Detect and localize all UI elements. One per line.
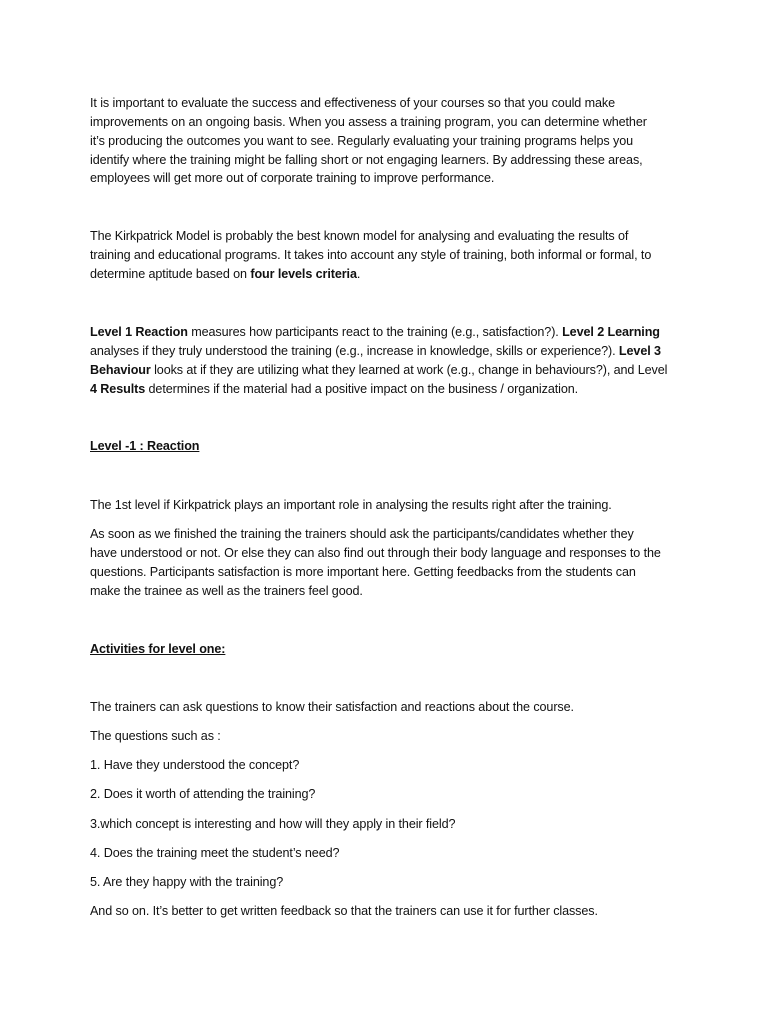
text-segment: measures how participants react to the training (e.g., satisfaction?). bbox=[187, 325, 563, 339]
paragraph-levels-line bbox=[90, 342, 661, 361]
paragraph-levels-line bbox=[90, 323, 660, 342]
bold-text: Behaviour bbox=[90, 363, 151, 377]
paragraph-first-level: The 1st level if Kirkpatrick plays an important role in analysing the results right after the training. bbox=[90, 498, 612, 512]
paragraph-intro-line: it’s producing the outcomes you want to see. Regularly evaluating your training programs helps you bbox=[90, 134, 634, 148]
paragraph-training-line: questions. Participants satisfaction is more important here. Getting feedbacks from the students can bbox=[90, 565, 636, 579]
paragraph-training-line: make the trainee as well as the trainers feel good. bbox=[90, 584, 363, 598]
document-page bbox=[90, 0, 690, 1024]
text-segment: determines if the material had a positive impact on the business / organization. bbox=[145, 382, 579, 396]
bold-text: Level 2 Learning bbox=[562, 325, 660, 339]
text-segment: looks at if they are utilizing what they learned at work (e.g., change in behaviours?), and Level bbox=[150, 363, 668, 377]
section-heading: Level -1 : Reaction bbox=[90, 439, 200, 453]
paragraph-intro-line: employees will get more out of corporate training to improve performance. bbox=[90, 171, 495, 185]
text-segment: analyses if they truly understood the training (e.g., increase in knowledge, skills or experience?). bbox=[90, 344, 619, 358]
paragraph-closing: And so on. It’s better to get written feedback so that the trainers can use it for further classes. bbox=[90, 904, 598, 918]
paragraph-questions-label: The questions such as : bbox=[90, 729, 221, 743]
paragraph-intro-line: It is important to evaluate the success and effectiveness of your courses so that you could make bbox=[90, 96, 615, 110]
paragraph-kirkpatrick-line: The Kirkpatrick Model is probably the best known model for analysing and evaluating the results of bbox=[90, 229, 629, 243]
paragraph-training-line: have understood or not. Or else they can also find out through their body language and responses to the bbox=[90, 546, 661, 560]
question-item: 5. Are they happy with the training? bbox=[90, 875, 284, 889]
bold-text: four levels criteria bbox=[250, 267, 357, 281]
paragraph-questions-intro: The trainers can ask questions to know their satisfaction and reactions about the course. bbox=[90, 700, 574, 714]
paragraph-levels-line bbox=[90, 361, 667, 380]
question-item: 2. Does it worth of attending the training? bbox=[90, 787, 316, 801]
bold-text: 4 Results bbox=[90, 382, 146, 396]
paragraph-intro-line: improvements on an ongoing basis. When you assess a training program, you can determine whether bbox=[90, 115, 647, 129]
bold-text: Level 3 bbox=[618, 344, 661, 358]
text-segment: . bbox=[356, 267, 361, 281]
paragraph-kirkpatrick-line bbox=[90, 265, 360, 284]
question-item: 3.which concept is interesting and how will they apply in their field? bbox=[90, 817, 456, 831]
section-heading: Activities for level one: bbox=[90, 642, 226, 656]
paragraph-levels-line bbox=[90, 380, 578, 399]
paragraph-intro-line: identify where the training might be falling short or not engaging learners. By addressing these areas, bbox=[90, 153, 643, 167]
text-segment: determine aptitude based on bbox=[90, 267, 251, 281]
paragraph-training-line: As soon as we finished the training the trainers should ask the participants/candidates whether they bbox=[90, 527, 634, 541]
question-item: 1. Have they understood the concept? bbox=[90, 758, 300, 772]
question-item: 4. Does the training meet the student’s need? bbox=[90, 846, 340, 860]
bold-text: Level 1 Reaction bbox=[90, 325, 188, 339]
paragraph-kirkpatrick-line: training and educational programs. It takes into account any style of training, both informal or formal, to bbox=[90, 248, 652, 262]
